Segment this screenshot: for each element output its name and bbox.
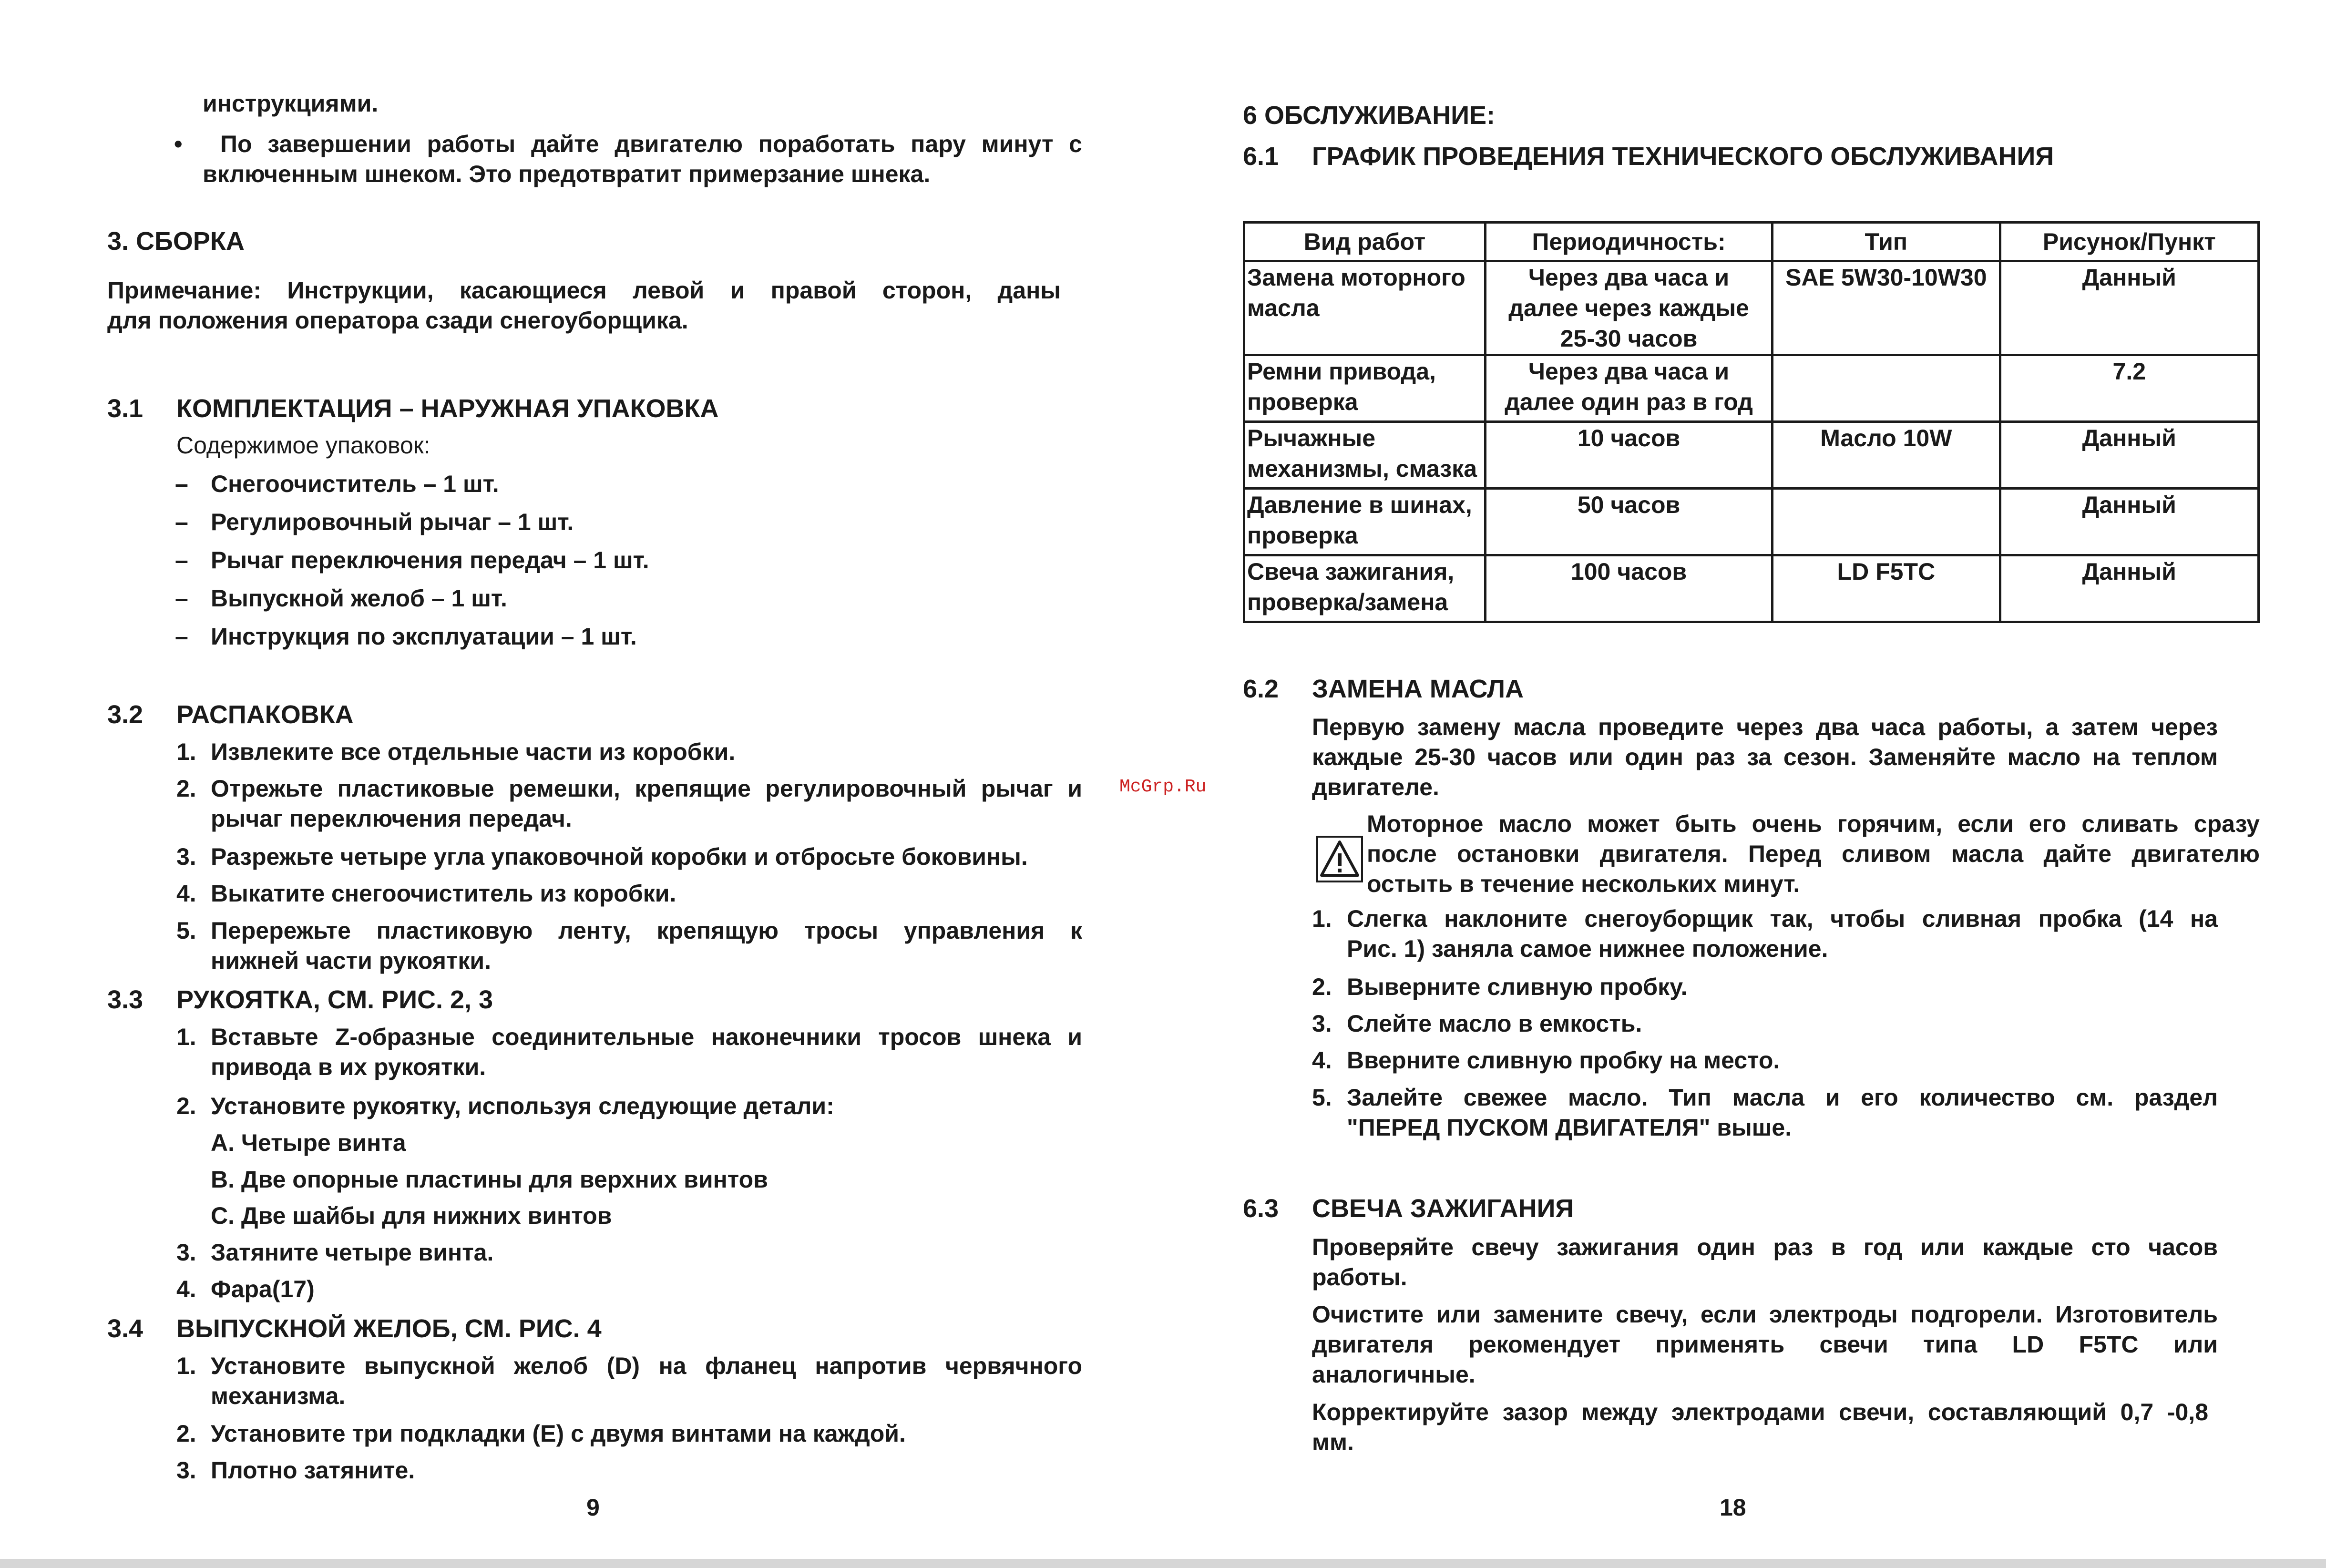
cell-reference: Данный — [2000, 489, 2258, 555]
section-6-1-title: ГРАФИК ПРОВЕДЕНИЯ ТЕХНИЧЕСКОГО ОБСЛУЖИВАНИЯ — [1312, 142, 2054, 171]
warning-line: остыть в течение нескольких минут. — [1367, 871, 1800, 897]
section-6-title: 6 ОБСЛУЖИВАНИЕ: — [1243, 101, 1496, 130]
paragraph-line: двигателя рекомендует применять свечи типа LD F5TC или — [1312, 1331, 2218, 1358]
cell-period — [1486, 555, 1773, 622]
paragraph-line: Первую замену масла проведите через два часа работы, а затем через — [1312, 714, 2218, 740]
cell-reference: 7.2 — [2000, 355, 2258, 422]
cell-line: проверка — [1247, 389, 1358, 415]
step-text-continued: рычаг переключения передач. — [211, 805, 572, 832]
cell-line: далее один раз в год — [1505, 389, 1753, 415]
section-3-3-title: РУКОЯТКА, СМ. РИС. 2, 3 — [176, 985, 493, 1014]
cell-line: 100 часов — [1570, 558, 1687, 585]
section-3-2-number: 3.2 — [107, 700, 143, 729]
note-line-1: Примечание: Инструкции, касающиеся левой и правой сторон, даны — [107, 277, 1061, 304]
sub-item: C. Две шайбы для нижних винтов — [211, 1202, 612, 1229]
step-number: 2. — [176, 1093, 196, 1119]
step-number: 5. — [1312, 1084, 1332, 1111]
warning-line: Моторное масло может быть очень горячим, если его сливать сразу — [1367, 810, 2260, 837]
list-item: Выпускной желоб – 1 шт. — [211, 585, 507, 612]
step-text-continued: "ПЕРЕД ПУСКОМ ДВИГАТЕЛЯ" выше. — [1347, 1114, 1792, 1141]
step-number: 4. — [1312, 1047, 1332, 1074]
step-number: 3. — [1312, 1010, 1332, 1037]
list-dash: – — [175, 585, 188, 612]
table-header-row — [1244, 223, 2259, 261]
cell-line: механизмы, смазка — [1247, 455, 1477, 482]
step-number: 2. — [1312, 974, 1332, 1000]
cell-work — [1244, 261, 1486, 355]
step-text: Извлеките все отдельные части из коробки. — [211, 738, 736, 765]
scan-bottom-band — [0, 1559, 2326, 1568]
cell-period — [1486, 422, 1773, 489]
continuation-text: инструкциями. — [203, 90, 379, 117]
table-row — [1244, 355, 2259, 422]
step-number: 4. — [176, 880, 196, 907]
paragraph-line: Корректируйте зазор между электродами свечи, составляющий 0,7 -0,8 — [1312, 1399, 2208, 1425]
section-6-2-number: 6.2 — [1243, 675, 1279, 703]
paragraph-line: каждые 25-30 часов или один раз за сезон. Заменяйте масло на теплом — [1312, 744, 2218, 770]
paragraph-line: работы. — [1312, 1264, 1407, 1291]
cell-line: проверка — [1247, 522, 1358, 549]
step-number: 1. — [1312, 905, 1332, 932]
cell-period — [1486, 355, 1773, 422]
bullet-text-continued: включенным шнеком. Это предотвратит примерзание шнека. — [203, 161, 931, 187]
step-text: Вставьте Z-образные соединительные наконечники тросов шнека и — [211, 1024, 1082, 1050]
step-text: Слейте масло в емкость. — [1347, 1010, 1642, 1037]
table-row — [1244, 489, 2259, 555]
table-row — [1244, 422, 2259, 489]
step-text-continued: Рис. 1) заняла самое нижнее положение. — [1347, 935, 1828, 962]
table-row — [1244, 261, 2259, 355]
step-text: Вверните сливную пробку на место. — [1347, 1047, 1780, 1074]
warning-icon — [1316, 835, 1363, 883]
watermark-link[interactable]: McGrp.Ru — [1119, 777, 1207, 797]
step-text: Слегка наклоните снегоуборщик так, чтобы сливная пробка (14 на — [1347, 905, 2218, 932]
cell-type: SAE 5W30-10W30 — [1773, 261, 2000, 355]
warning-line: после остановки двигателя. Перед сливом масла дайте двигателю — [1367, 840, 2260, 867]
sub-item: B. Две опорные пластины для верхних винтов — [211, 1166, 768, 1193]
step-text: Установите рукоятку, используя следующие детали: — [211, 1093, 834, 1119]
list-dash: – — [175, 547, 188, 574]
list-dash: – — [175, 471, 188, 497]
cell-reference: Данный — [2000, 555, 2258, 622]
cell-line: Замена моторного — [1247, 264, 1465, 291]
list-item: Снегоочиститель – 1 шт. — [211, 471, 499, 497]
step-number: 3. — [176, 843, 196, 870]
contents-intro: Содержимое упаковок: — [176, 432, 430, 459]
maintenance-schedule-table — [1243, 221, 2260, 623]
section-3-4-number: 3.4 — [107, 1314, 143, 1343]
page-number: 18 — [1720, 1494, 1746, 1521]
header-period: Периодичность: — [1486, 223, 1773, 261]
step-text: Залейте свежее масло. Тип масла и его количество см. раздел — [1347, 1084, 2218, 1111]
section-6-3-number: 6.3 — [1243, 1194, 1279, 1223]
step-text: Разрежьте четыре угла упаковочной коробки и отбросьте боковины. — [211, 843, 1028, 870]
step-number: 1. — [176, 1024, 196, 1050]
header-reference: Рисунок/Пункт — [2000, 223, 2258, 261]
cell-type: LD F5TC — [1773, 555, 2000, 622]
step-text: Установите три подкладки (E) с двумя винтами на каждой. — [211, 1420, 906, 1447]
section-3-title: 3. СБОРКА — [107, 227, 245, 256]
step-text: Плотно затяните. — [211, 1457, 415, 1484]
sub-item: A. Четыре винта — [211, 1129, 406, 1156]
section-6-1-number: 6.1 — [1243, 142, 1279, 171]
step-number: 1. — [176, 738, 196, 765]
header-work: Вид работ — [1244, 223, 1486, 261]
step-text-continued: привода в их рукоятки. — [211, 1054, 486, 1080]
section-3-2-title: РАСПАКОВКА — [176, 700, 354, 729]
cell-work — [1244, 422, 1486, 489]
bullet-text: По завершении работы дайте двигателю поработать пару минут с — [220, 131, 1082, 157]
cell-period — [1486, 489, 1773, 555]
list-dash: – — [175, 509, 188, 535]
list-dash: – — [175, 623, 188, 650]
step-text: Установите выпускной желоб (D) на фланец напротив червячного — [211, 1353, 1082, 1379]
section-6-3-title: СВЕЧА ЗАЖИГАНИЯ — [1312, 1194, 1574, 1223]
step-number: 3. — [176, 1239, 196, 1266]
cell-work — [1244, 555, 1486, 622]
cell-reference: Данный — [2000, 422, 2258, 489]
cell-type: Масло 10W — [1773, 422, 2000, 489]
paragraph-line: двигателе. — [1312, 774, 1439, 800]
cell-line: далее через каждые — [1508, 295, 1749, 321]
step-number: 2. — [176, 775, 196, 802]
list-item: Инструкция по эксплуатации – 1 шт. — [211, 623, 637, 650]
step-text: Затяните четыре винта. — [211, 1239, 494, 1266]
cell-line: проверка/замена — [1247, 589, 1448, 615]
cell-line: Ремни привода, — [1247, 358, 1436, 385]
step-text: Отрежьте пластиковые ремешки, крепящие регулировочный рычаг и — [211, 775, 1082, 802]
paragraph-line: Очистите или замените свечу, если электроды подгорели. Изготовитель — [1312, 1301, 2218, 1328]
cell-line: Рычажные — [1247, 425, 1376, 451]
step-number: 5. — [176, 917, 196, 944]
table-row — [1244, 555, 2259, 622]
cell-line: Через два часа и — [1528, 358, 1730, 385]
cell-type — [1773, 355, 2000, 422]
header-type: Тип — [1773, 223, 2000, 261]
cell-line: 10 часов — [1577, 425, 1680, 451]
cell-period — [1486, 261, 1773, 355]
step-text: Перережьте пластиковую ленту, крепящую тросы управления к — [211, 917, 1082, 944]
cell-line: Давление в шинах, — [1247, 492, 1472, 518]
step-number: 4. — [176, 1276, 196, 1302]
section-6-2-title: ЗАМЕНА МАСЛА — [1312, 675, 1524, 703]
note-line-2: для положения оператора сзади снегоуборщика. — [107, 307, 688, 334]
paragraph-line: Проверяйте свечу зажигания один раз в год или каждые сто часов — [1312, 1234, 2218, 1261]
page-number: 9 — [586, 1494, 600, 1521]
step-text: Выкатите снегоочиститель из коробки. — [211, 880, 676, 907]
step-text-continued: механизма. — [211, 1383, 346, 1409]
section-3-1-number: 3.1 — [107, 394, 143, 423]
list-item: Регулировочный рычаг – 1 шт. — [211, 509, 574, 535]
paragraph-line: аналогичные. — [1312, 1361, 1476, 1388]
section-3-1-title: КОМПЛЕКТАЦИЯ – НАРУЖНАЯ УПАКОВКА — [176, 394, 719, 423]
paragraph-line: мм. — [1312, 1429, 1354, 1455]
cell-line: Через два часа и — [1528, 264, 1730, 291]
step-number: 1. — [176, 1353, 196, 1379]
section-3-4-title: ВЫПУСКНОЙ ЖЕЛОБ, СМ. РИС. 4 — [176, 1314, 602, 1343]
cell-work — [1244, 355, 1486, 422]
bullet-dot: • — [174, 131, 183, 157]
step-number: 2. — [176, 1420, 196, 1447]
cell-reference: Данный — [2000, 261, 2258, 355]
cell-type — [1773, 489, 2000, 555]
cell-line: масла — [1247, 295, 1320, 321]
cell-line: 25-30 часов — [1560, 325, 1698, 352]
step-text-continued: нижней части рукоятки. — [211, 947, 492, 974]
cell-line: Свеча зажигания, — [1247, 558, 1455, 585]
step-text: Фара(17) — [211, 1276, 315, 1302]
cell-work — [1244, 489, 1486, 555]
section-3-3-number: 3.3 — [107, 985, 143, 1014]
cell-line: 50 часов — [1577, 492, 1680, 518]
step-text: Выверните сливную пробку. — [1347, 974, 1688, 1000]
list-item: Рычаг переключения передач – 1 шт. — [211, 547, 649, 574]
step-number: 3. — [176, 1457, 196, 1484]
left-page — [0, 0, 1144, 1568]
